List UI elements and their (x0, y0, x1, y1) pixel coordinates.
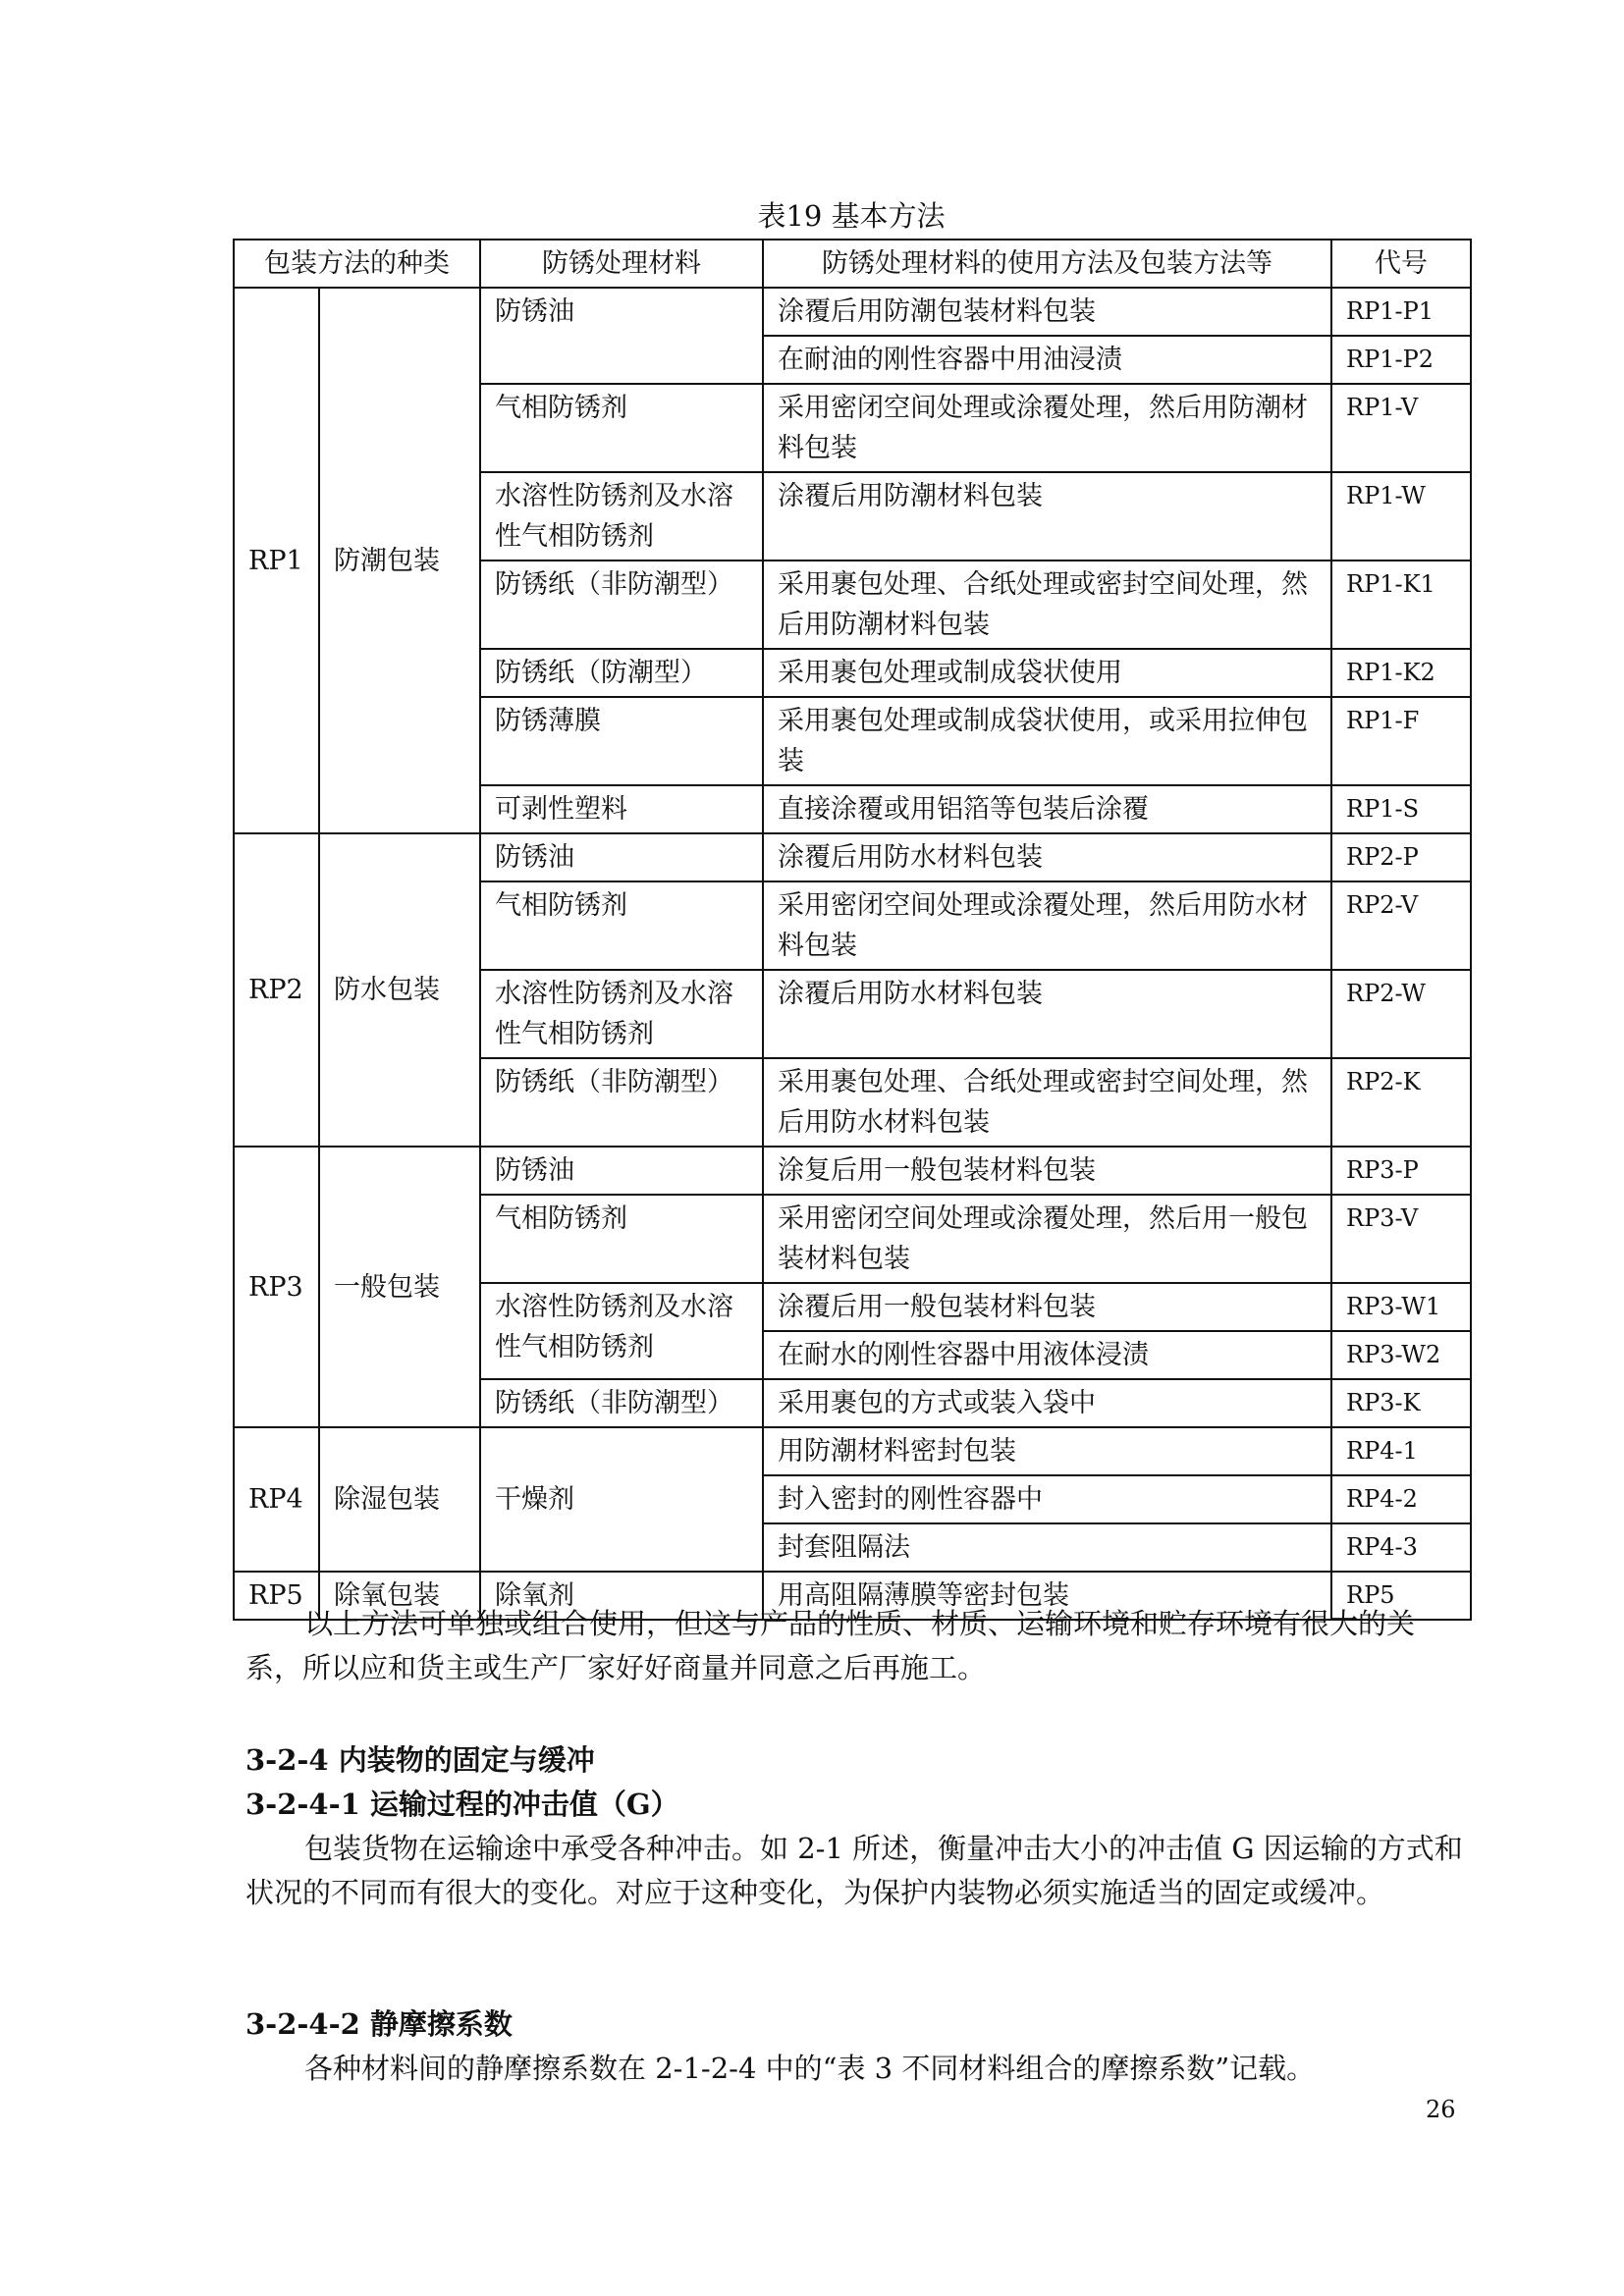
group-name: 除氧包装 (319, 1572, 480, 1620)
table-row (234, 833, 1471, 881)
code-cell: RP3-V (1331, 1195, 1471, 1283)
method-cell: 封入密封的刚性容器中 (763, 1475, 1331, 1523)
material-cell: 气相防锈剂 (480, 384, 763, 472)
code-cell: RP1-P2 (1331, 336, 1471, 384)
code-cell: RP1-K1 (1331, 561, 1471, 649)
method-cell: 采用密闭空间处理或涂覆处理，然后用防潮材料包装 (763, 384, 1331, 472)
method-cell: 在耐油的刚性容器中用油浸渍 (763, 336, 1331, 384)
group-name: 一般包装 (319, 1147, 480, 1427)
code-cell: RP2-W (1331, 970, 1471, 1058)
method-cell: 采用密闭空间处理或涂覆处理，然后用一般包装材料包装 (763, 1195, 1331, 1283)
group-code: RP2 (234, 833, 319, 1147)
header-method-type: 包装方法的种类 (234, 240, 480, 288)
material-cell: 气相防锈剂 (480, 881, 763, 970)
header-usage: 防锈处理材料的使用方法及包装方法等 (763, 240, 1331, 288)
method-cell: 直接涂覆或用铝箔等包装后涂覆 (763, 785, 1331, 833)
group-code: RP3 (234, 1147, 319, 1427)
code-cell: RP1-V (1331, 384, 1471, 472)
method-cell: 采用裹包处理或制成袋状使用 (763, 649, 1331, 697)
code-cell: RP1-W (1331, 472, 1471, 561)
subsection-heading: 3-2-4-1 运输过程的冲击值（G） (245, 1788, 679, 1821)
material-cell: 水溶性防锈剂及水溶性气相防锈剂 (480, 472, 763, 561)
code-cell: RP3-P (1331, 1147, 1471, 1195)
method-cell: 采用裹包处理、合纸处理或密封空间处理，然后用防水材料包装 (763, 1058, 1331, 1147)
method-cell: 涂覆后用防潮包装材料包装 (763, 288, 1331, 336)
method-cell: 涂覆后用一般包装材料包装 (763, 1283, 1331, 1331)
code-cell: RP1-K2 (1331, 649, 1471, 697)
packaging-methods-table (233, 239, 1472, 1621)
method-cell: 涂覆后用防水材料包装 (763, 970, 1331, 1058)
paragraph-usage-note: 以上方法可单独或组合使用，但这与产品的性质、材质、运输环境和贮存环境有很大的关系，所以应和货主或生产厂家好好商量并同意之后再施工。 (245, 1607, 1416, 1684)
material-cell: 防锈油 (480, 1147, 763, 1195)
group-code: RP4 (234, 1427, 319, 1572)
material-cell: 防锈纸（非防潮型） (480, 1379, 763, 1427)
group-name: 防潮包装 (319, 288, 480, 833)
code-cell: RP4-3 (1331, 1523, 1471, 1572)
method-cell: 涂覆后用防潮材料包装 (763, 472, 1331, 561)
material-cell: 干燥剂 (480, 1427, 763, 1572)
table-row (234, 1427, 1471, 1475)
material-cell: 气相防锈剂 (480, 1195, 763, 1283)
subsection-heading: 3-2-4-2 静摩擦系数 (245, 2007, 513, 2041)
group-name: 除湿包装 (319, 1427, 480, 1572)
code-cell: RP5 (1331, 1572, 1471, 1620)
material-cell: 防锈油 (480, 288, 763, 384)
code-cell: RP3-K (1331, 1379, 1471, 1427)
group-name: 防水包装 (319, 833, 480, 1147)
code-cell: RP2-V (1331, 881, 1471, 970)
material-cell: 可剥性塑料 (480, 785, 763, 833)
method-cell: 在耐水的刚性容器中用液体浸渍 (763, 1331, 1331, 1379)
code-cell: RP1-F (1331, 697, 1471, 785)
method-cell: 采用裹包处理、合纸处理或密封空间处理，然后用防潮材料包装 (763, 561, 1331, 649)
table-header-row (234, 240, 1471, 288)
code-cell: RP4-2 (1331, 1475, 1471, 1523)
material-cell: 防锈薄膜 (480, 697, 763, 785)
paragraph-impact-value: 包装货物在运输途中承受各种冲击。如 2-1 所述，衡量冲击大小的冲击值 G 因运输的方式和状况的不同而有很大的变化。对应于这种变化，为保护内装物必须实施适当的固定或缓冲。 (245, 1832, 1463, 1909)
code-cell: RP4-1 (1331, 1427, 1471, 1475)
material-cell: 防锈纸（非防潮型） (480, 1058, 763, 1147)
method-cell: 涂复后用一般包装材料包装 (763, 1147, 1331, 1195)
method-cell: 采用密闭空间处理或涂覆处理，然后用防水材料包装 (763, 881, 1331, 970)
table-row (234, 1147, 1471, 1195)
section-heading: 3-2-4 内装物的固定与缓冲 (245, 1743, 595, 1777)
method-cell: 涂覆后用防水材料包装 (763, 833, 1331, 881)
material-cell: 防锈纸（防潮型） (480, 649, 763, 697)
method-cell: 采用裹包处理或制成袋状使用，或采用拉伸包装 (763, 697, 1331, 785)
table-title: 表19 基本方法 (757, 199, 946, 233)
material-cell: 防锈纸（非防潮型） (480, 561, 763, 649)
method-cell: 用高阻隔薄膜等密封包装 (763, 1572, 1331, 1620)
code-cell: RP2-K (1331, 1058, 1471, 1147)
material-cell: 水溶性防锈剂及水溶性气相防锈剂 (480, 1283, 763, 1379)
code-cell: RP1-P1 (1331, 288, 1471, 336)
header-code: 代号 (1331, 240, 1471, 288)
code-cell: RP3-W2 (1331, 1331, 1471, 1379)
page-number: 26 (1426, 2096, 1456, 2123)
material-cell: 防锈油 (480, 833, 763, 881)
group-code: RP5 (234, 1572, 319, 1620)
code-cell: RP1-S (1331, 785, 1471, 833)
material-cell: 除氧剂 (480, 1572, 763, 1620)
method-cell: 采用裹包的方式或装入袋中 (763, 1379, 1331, 1427)
header-material: 防锈处理材料 (480, 240, 763, 288)
table-row (234, 288, 1471, 336)
material-cell: 水溶性防锈剂及水溶性气相防锈剂 (480, 970, 763, 1058)
paragraph-friction: 各种材料间的静摩擦系数在 2-1-2-4 中的“表 3 不同材料组合的摩擦系数”记载。 (304, 2052, 1316, 2085)
method-cell: 用防潮材料密封包装 (763, 1427, 1331, 1475)
group-code: RP1 (234, 288, 319, 833)
code-cell: RP2-P (1331, 833, 1471, 881)
code-cell: RP3-W1 (1331, 1283, 1471, 1331)
method-cell: 封套阻隔法 (763, 1523, 1331, 1572)
